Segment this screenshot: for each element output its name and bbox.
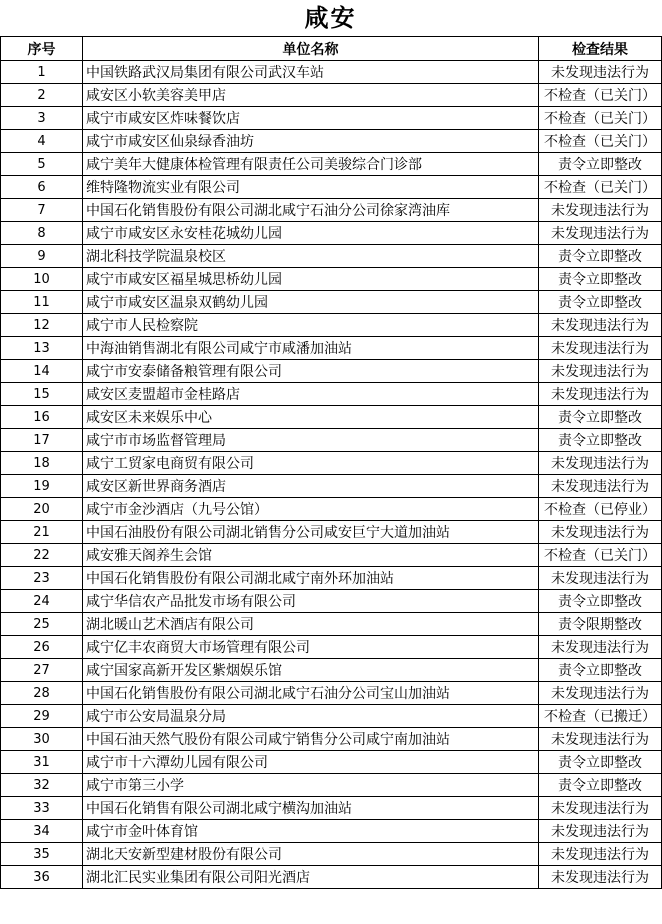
table-row bbox=[1, 291, 662, 314]
cell-check-result: 责令立即整改 bbox=[539, 291, 662, 314]
cell-check-result: 责令限期整改 bbox=[539, 613, 662, 636]
table-row bbox=[1, 153, 662, 176]
cell-check-result: 责令立即整改 bbox=[539, 429, 662, 452]
cell-check-result: 未发现违法行为 bbox=[539, 383, 662, 406]
cell-check-result: 责令立即整改 bbox=[539, 245, 662, 268]
table-row bbox=[1, 475, 662, 498]
cell-check-result: 未发现违法行为 bbox=[539, 728, 662, 751]
cell-check-result: 责令立即整改 bbox=[539, 406, 662, 429]
cell-check-result: 未发现违法行为 bbox=[539, 636, 662, 659]
cell-serial-no: 3 bbox=[1, 107, 83, 130]
cell-serial-no: 14 bbox=[1, 360, 83, 383]
table-body bbox=[1, 61, 662, 889]
cell-serial-no: 23 bbox=[1, 567, 83, 590]
cell-check-result: 责令立即整改 bbox=[539, 153, 662, 176]
cell-serial-no: 34 bbox=[1, 820, 83, 843]
cell-unit-name: 咸宁市公安局温泉分局 bbox=[83, 705, 539, 728]
cell-serial-no: 21 bbox=[1, 521, 83, 544]
cell-serial-no: 4 bbox=[1, 130, 83, 153]
table-row bbox=[1, 843, 662, 866]
cell-serial-no: 1 bbox=[1, 61, 83, 84]
cell-check-result: 责令立即整改 bbox=[539, 590, 662, 613]
cell-serial-no: 32 bbox=[1, 774, 83, 797]
header-row bbox=[1, 37, 662, 61]
cell-serial-no: 5 bbox=[1, 153, 83, 176]
cell-unit-name: 中国铁路武汉局集团有限公司武汉车站 bbox=[83, 61, 539, 84]
cell-check-result: 未发现违法行为 bbox=[539, 360, 662, 383]
cell-unit-name: 咸宁华信农产品批发市场有限公司 bbox=[83, 590, 539, 613]
cell-unit-name: 中国石化销售有限公司湖北咸宁横沟加油站 bbox=[83, 797, 539, 820]
table-row bbox=[1, 337, 662, 360]
cell-unit-name: 咸宁市人民检察院 bbox=[83, 314, 539, 337]
cell-unit-name: 咸宁市第三小学 bbox=[83, 774, 539, 797]
cell-check-result: 未发现违法行为 bbox=[539, 820, 662, 843]
cell-serial-no: 6 bbox=[1, 176, 83, 199]
cell-check-result: 不检查（已停业） bbox=[539, 498, 662, 521]
cell-unit-name: 咸宁市咸安区永安桂花城幼儿园 bbox=[83, 222, 539, 245]
table-row bbox=[1, 498, 662, 521]
cell-check-result: 未发现违法行为 bbox=[539, 222, 662, 245]
table-row bbox=[1, 521, 662, 544]
cell-check-result: 未发现违法行为 bbox=[539, 866, 662, 889]
cell-unit-name: 咸宁美年大健康体检管理有限责任公司美骏综合门诊部 bbox=[83, 153, 539, 176]
cell-serial-no: 27 bbox=[1, 659, 83, 682]
cell-unit-name: 湖北暖山艺术酒店有限公司 bbox=[83, 613, 539, 636]
table-row bbox=[1, 567, 662, 590]
cell-unit-name: 咸宁市十六潭幼儿园有限公司 bbox=[83, 751, 539, 774]
table-row bbox=[1, 360, 662, 383]
cell-unit-name: 咸宁亿丰农商贸大市场管理有限公司 bbox=[83, 636, 539, 659]
table-row bbox=[1, 84, 662, 107]
cell-unit-name: 咸宁市安泰储备粮管理有限公司 bbox=[83, 360, 539, 383]
table-row bbox=[1, 314, 662, 337]
cell-unit-name: 咸安区新世界商务酒店 bbox=[83, 475, 539, 498]
table-row bbox=[1, 613, 662, 636]
cell-check-result: 责令立即整改 bbox=[539, 774, 662, 797]
cell-unit-name: 湖北天安新型建材股份有限公司 bbox=[83, 843, 539, 866]
cell-check-result: 不检查（已关门） bbox=[539, 107, 662, 130]
table-row bbox=[1, 383, 662, 406]
header-serial-no: 序号 bbox=[1, 37, 83, 61]
cell-serial-no: 8 bbox=[1, 222, 83, 245]
cell-unit-name: 咸宁市市场监督管理局 bbox=[83, 429, 539, 452]
cell-unit-name: 咸宁国家高新开发区紫烟娱乐馆 bbox=[83, 659, 539, 682]
cell-serial-no: 7 bbox=[1, 199, 83, 222]
cell-unit-name: 中国石油天然气股份有限公司咸宁销售分公司咸宁南加油站 bbox=[83, 728, 539, 751]
table-row bbox=[1, 682, 662, 705]
cell-unit-name: 湖北科技学院温泉校区 bbox=[83, 245, 539, 268]
cell-serial-no: 28 bbox=[1, 682, 83, 705]
cell-serial-no: 29 bbox=[1, 705, 83, 728]
cell-check-result: 未发现违法行为 bbox=[539, 199, 662, 222]
cell-unit-name: 咸宁市咸安区炸味餐饮店 bbox=[83, 107, 539, 130]
cell-unit-name: 咸宁工贸家电商贸有限公司 bbox=[83, 452, 539, 475]
cell-check-result: 未发现违法行为 bbox=[539, 475, 662, 498]
cell-check-result: 责令立即整改 bbox=[539, 751, 662, 774]
cell-unit-name: 咸安区未来娱乐中心 bbox=[83, 406, 539, 429]
cell-unit-name: 咸宁市咸安区福星城思桥幼儿园 bbox=[83, 268, 539, 291]
cell-check-result: 未发现违法行为 bbox=[539, 843, 662, 866]
cell-check-result: 不检查（已关门） bbox=[539, 544, 662, 567]
cell-check-result: 未发现违法行为 bbox=[539, 567, 662, 590]
cell-unit-name: 咸安区小软美容美甲店 bbox=[83, 84, 539, 107]
cell-serial-no: 22 bbox=[1, 544, 83, 567]
table-row bbox=[1, 452, 662, 475]
table-row bbox=[1, 728, 662, 751]
cell-serial-no: 36 bbox=[1, 866, 83, 889]
cell-check-result: 不检查（已关门） bbox=[539, 176, 662, 199]
cell-check-result: 未发现违法行为 bbox=[539, 797, 662, 820]
sheet-title: 咸安 bbox=[304, 3, 357, 32]
cell-check-result: 未发现违法行为 bbox=[539, 61, 662, 84]
cell-check-result: 不检查（已搬迁） bbox=[539, 705, 662, 728]
table-row bbox=[1, 222, 662, 245]
cell-check-result: 不检查（已关门） bbox=[539, 130, 662, 153]
table-row bbox=[1, 820, 662, 843]
cell-check-result: 责令立即整改 bbox=[539, 659, 662, 682]
cell-unit-name: 咸宁市金叶体育馆 bbox=[83, 820, 539, 843]
table-row bbox=[1, 245, 662, 268]
cell-check-result: 未发现违法行为 bbox=[539, 682, 662, 705]
cell-unit-name: 咸安区麦盟超市金桂路店 bbox=[83, 383, 539, 406]
table-row bbox=[1, 107, 662, 130]
table-row bbox=[1, 268, 662, 291]
table-row bbox=[1, 130, 662, 153]
table-row bbox=[1, 544, 662, 567]
table-row bbox=[1, 866, 662, 889]
cell-serial-no: 19 bbox=[1, 475, 83, 498]
cell-serial-no: 30 bbox=[1, 728, 83, 751]
table-row bbox=[1, 590, 662, 613]
cell-serial-no: 17 bbox=[1, 429, 83, 452]
cell-serial-no: 31 bbox=[1, 751, 83, 774]
cell-serial-no: 2 bbox=[1, 84, 83, 107]
table-row bbox=[1, 797, 662, 820]
cell-unit-name: 咸宁市咸安区温泉双鹤幼儿园 bbox=[83, 291, 539, 314]
cell-serial-no: 10 bbox=[1, 268, 83, 291]
cell-check-result: 责令立即整改 bbox=[539, 268, 662, 291]
header-check-result: 检查结果 bbox=[539, 37, 662, 61]
cell-check-result: 未发现违法行为 bbox=[539, 337, 662, 360]
cell-serial-no: 12 bbox=[1, 314, 83, 337]
table-row bbox=[1, 705, 662, 728]
table-row bbox=[1, 659, 662, 682]
cell-unit-name: 中国石化销售股份有限公司湖北咸宁石油分公司徐家湾油库 bbox=[83, 199, 539, 222]
inspection-table bbox=[0, 36, 662, 889]
cell-unit-name: 中国石化销售股份有限公司湖北咸宁南外环加油站 bbox=[83, 567, 539, 590]
cell-serial-no: 16 bbox=[1, 406, 83, 429]
table-row bbox=[1, 636, 662, 659]
cell-check-result: 不检查（已关门） bbox=[539, 84, 662, 107]
cell-serial-no: 9 bbox=[1, 245, 83, 268]
cell-serial-no: 35 bbox=[1, 843, 83, 866]
cell-unit-name: 中海油销售湖北有限公司咸宁市咸潘加油站 bbox=[83, 337, 539, 360]
table-row bbox=[1, 61, 662, 84]
cell-unit-name: 咸安雅天阁养生会馆 bbox=[83, 544, 539, 567]
cell-serial-no: 13 bbox=[1, 337, 83, 360]
cell-unit-name: 咸宁市金沙酒店（九号公馆） bbox=[83, 498, 539, 521]
table-row bbox=[1, 199, 662, 222]
cell-serial-no: 18 bbox=[1, 452, 83, 475]
cell-unit-name: 咸宁市咸安区仙泉绿香油坊 bbox=[83, 130, 539, 153]
cell-serial-no: 20 bbox=[1, 498, 83, 521]
table-row bbox=[1, 176, 662, 199]
header-unit-name: 单位名称 bbox=[83, 37, 539, 61]
cell-serial-no: 25 bbox=[1, 613, 83, 636]
table-row bbox=[1, 406, 662, 429]
cell-serial-no: 24 bbox=[1, 590, 83, 613]
cell-serial-no: 26 bbox=[1, 636, 83, 659]
table-row bbox=[1, 774, 662, 797]
cell-check-result: 未发现违法行为 bbox=[539, 314, 662, 337]
cell-check-result: 未发现违法行为 bbox=[539, 452, 662, 475]
cell-unit-name: 中国石油股份有限公司湖北销售分公司咸安巨宁大道加油站 bbox=[83, 521, 539, 544]
cell-unit-name: 维特隆物流实业有限公司 bbox=[83, 176, 539, 199]
cell-unit-name: 中国石化销售股份有限公司湖北咸宁石油分公司宝山加油站 bbox=[83, 682, 539, 705]
table-row bbox=[1, 751, 662, 774]
cell-unit-name: 湖北汇民实业集团有限公司阳光酒店 bbox=[83, 866, 539, 889]
table-row bbox=[1, 429, 662, 452]
cell-serial-no: 15 bbox=[1, 383, 83, 406]
cell-serial-no: 11 bbox=[1, 291, 83, 314]
cell-serial-no: 33 bbox=[1, 797, 83, 820]
cell-check-result: 未发现违法行为 bbox=[539, 521, 662, 544]
